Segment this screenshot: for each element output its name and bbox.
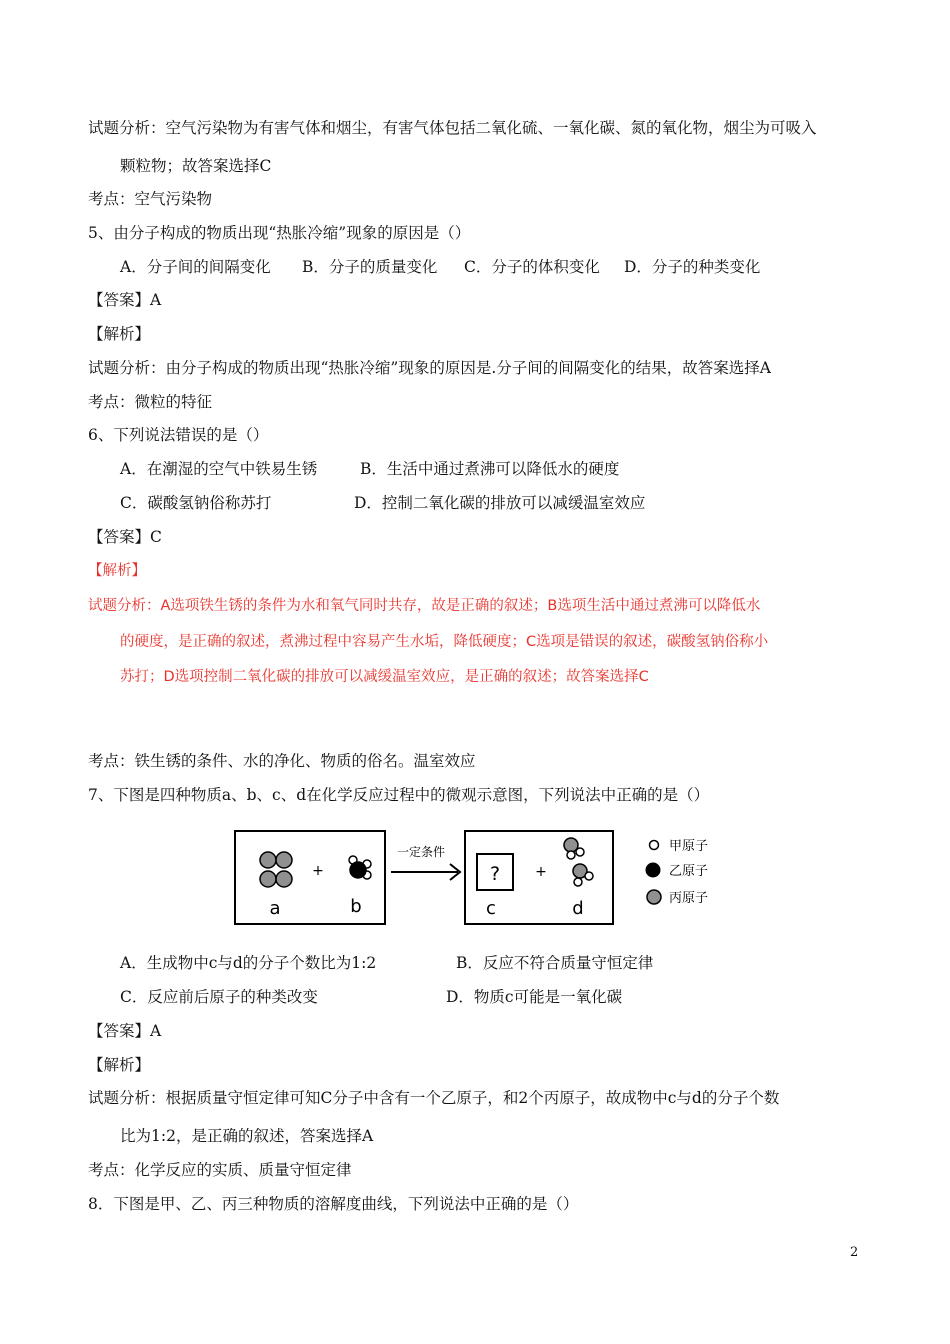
- jiexi-label: 【解析】: [88, 563, 146, 579]
- legend-bing-symbol: [647, 890, 661, 904]
- kaodian-text: 考点：微粒的特征: [88, 393, 213, 411]
- kaodian-text: 考点：化学反应的实质、质量守恒定律: [88, 1161, 352, 1179]
- analysis-text: 苏打；D选项控制二氧化碳的排放可以减缓温室效应，是正确的叙述；故答案选择C: [120, 669, 649, 685]
- molecule-b: [349, 856, 371, 879]
- option-c: C．碳酸氢钠俗称苏打: [120, 494, 272, 512]
- analysis-text: 试题分析：根据质量守恒定律可知C分子中含有一个乙原子，和2个丙原子，故成物中c与d的分子个数: [88, 1089, 780, 1107]
- jiexi-label: 【解析】: [88, 1056, 151, 1074]
- option-d: D．物质c可能是一氧化碳: [446, 988, 623, 1006]
- option-c: C．反应前后原子的种类改变: [120, 988, 318, 1006]
- plus-sign: +: [535, 864, 547, 880]
- analysis-text: 颗粒物；故答案选择C: [120, 157, 272, 175]
- reaction-condition: 一定条件: [396, 845, 446, 859]
- answer-label: 【答案】A: [88, 1022, 162, 1040]
- analysis-text: 试题分析：A选项铁生锈的条件为水和氧气同时共存，故是正确的叙述；B选项生活中通过煮沸可以降低水: [88, 598, 761, 614]
- question-6-stem: 6、下列说法错误的是（）: [88, 426, 269, 444]
- question-8-stem: 8．下图是甲、乙、丙三种物质的溶解度曲线，下列说法中正确的是（）: [88, 1195, 579, 1213]
- question-7-stem: 7、下图是四种物质a、b、c、d在化学反应过程中的微观示意图，下列说法中正确的是（）: [88, 786, 710, 804]
- kaodian-text: 考点：铁生锈的条件、水的净化、物质的俗名。温室效应: [88, 752, 476, 770]
- unknown-mark: ?: [489, 863, 501, 885]
- molecule-a: [260, 852, 292, 887]
- analysis-text: 比为1:2，是正确的叙述，答案选择A: [120, 1127, 374, 1145]
- legend-jia-label: 甲原子: [669, 839, 709, 854]
- answer-label: 【答案】A: [88, 291, 162, 309]
- option-a: A．生成物中c与d的分子个数比为1:2: [120, 954, 377, 972]
- page-number: 2: [850, 1245, 859, 1260]
- option-a: A．分子间的间隔变化: [120, 258, 271, 276]
- question-5-stem: 5、由分子构成的物质出现“热胀冷缩”现象的原因是（）: [88, 224, 471, 242]
- label-b: b: [350, 896, 362, 917]
- option-d: D．分子的种类变化: [624, 258, 761, 276]
- option-b: B．生活中通过煮沸可以降低水的硬度: [360, 460, 620, 478]
- legend-yi-label: 乙原子: [669, 864, 709, 879]
- legend: [646, 839, 708, 906]
- analysis-text: 的硬度，是正确的叙述，煮沸过程中容易产生水垢，降低硬度；C选项是错误的叙述，碳酸氢钠俗称小: [120, 634, 769, 650]
- option-b: B．分子的质量变化: [302, 258, 438, 276]
- label-d: d: [572, 898, 584, 919]
- option-b: B．反应不符合质量守恒定律: [456, 954, 654, 972]
- answer-label: 【答案】C: [88, 528, 162, 546]
- option-d: D．控制二氧化碳的排放可以减缓温室效应: [354, 494, 646, 512]
- label-a: a: [269, 898, 281, 919]
- legend-bing-label: 丙原子: [669, 891, 709, 906]
- option-c: C．分子的体积变化: [464, 258, 600, 276]
- label-c: c: [486, 898, 496, 919]
- reaction-diagram: [228, 826, 728, 930]
- analysis-text: 试题分析：空气污染物为有害气体和烟尘，有害气体包括二氧化硫、一氧化碳、氮的氧化物，烟尘为可吸入: [88, 119, 817, 137]
- legend-jia-symbol: [650, 841, 659, 850]
- molecule-d: [564, 838, 593, 886]
- legend-yi-symbol: [646, 863, 660, 877]
- kaodian-text: 考点：空气污染物: [88, 190, 213, 208]
- option-a: A．在潮湿的空气中铁易生锈: [120, 460, 318, 478]
- analysis-text: 试题分析：由分子构成的物质出现“热胀冷缩”现象的原因是.分子间的间隔变化的结果，故答案选择A: [88, 359, 771, 377]
- plus-sign: +: [312, 863, 324, 879]
- jiexi-label: 【解析】: [88, 325, 151, 343]
